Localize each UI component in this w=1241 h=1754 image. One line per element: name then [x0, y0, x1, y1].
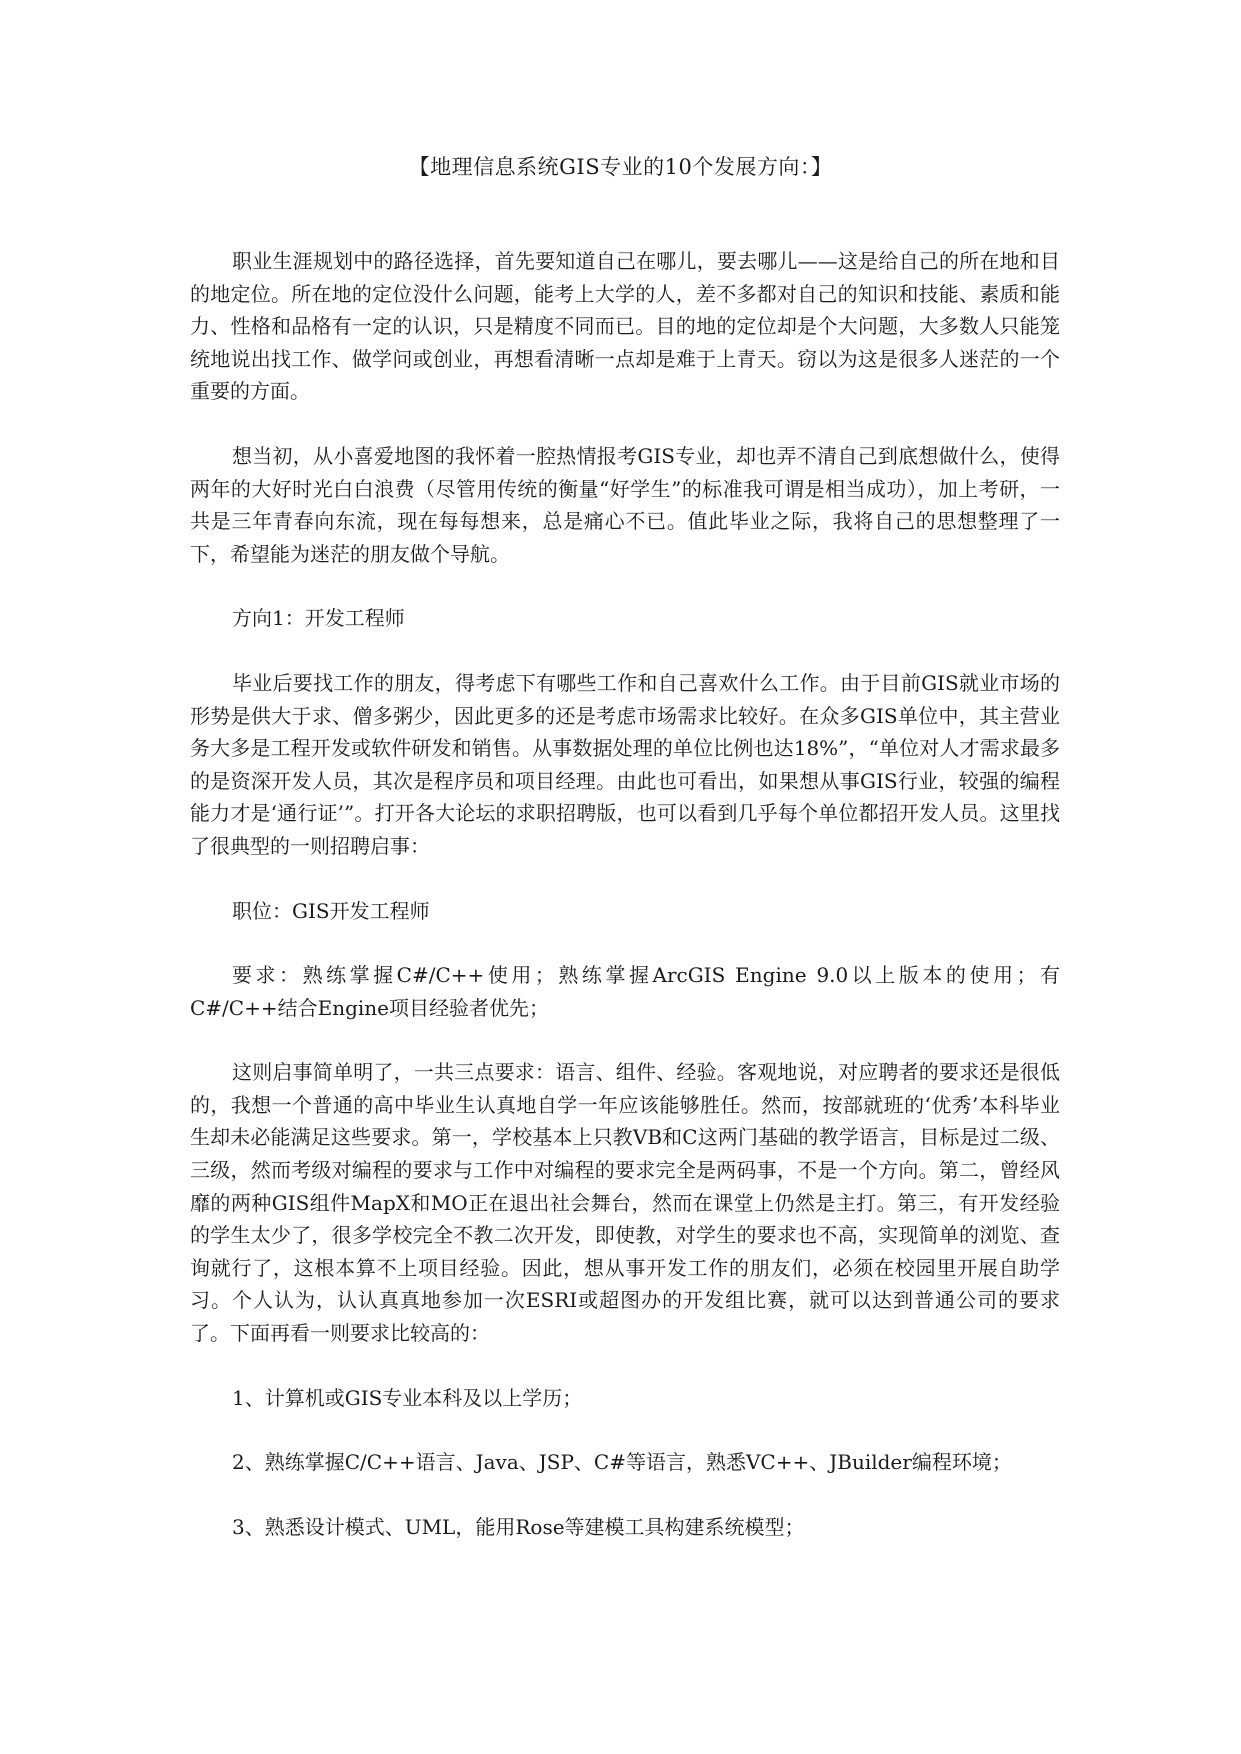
- list-item-degree: 1、计算机或GIS专业本科及以上学历；: [232, 1385, 583, 1410]
- paragraph-job-requirements: 要求：熟练掌握C#/C++使用；熟练掌握ArcGIS Engine 9.0以上版本的使用；有C#/C++结合Engine项目经验者优先；: [190, 963, 1060, 1020]
- document-title: 【地理信息系统GIS专业的10个发展方向：】: [408, 155, 833, 179]
- section-heading-direction-1: 方向1：开发工程师: [232, 606, 405, 631]
- paragraph-job-market: 毕业后要找工作的朋友，得考虑下有哪些工作和自己喜欢什么工作。由于目前GIS就业市场的形势是供大于求、僧多粥少，因此更多的还是考虑市场需求比较好。在众多GIS单位中，其主营业务大多是工程开发或软件研发和销售。从事数据处理的单位比例也达18%”，“单位对人才需求最多的是资深开发人员，其次是程序员和项目经理。由此也可看出，如果想从事GIS行业，较强的编程能力才是‘通行证’”。打开各大论坛的求职招聘版，也可以看到几乎每个单位都招开发人员。这里找了很典型的一则招聘启事：: [190, 670, 1060, 858]
- document-body: [190, 245, 1060, 1575]
- paragraph-job-position: 职位：GIS开发工程师: [232, 898, 430, 923]
- paragraph-personal-story: 想当初，从小喜爱地图的我怀着一腔热情报考GIS专业，却也弄不清自己到底想做什么，使得两年的大好时光白白浪费（尽管用传统的衡量“好学生”的标准我可谓是相当成功），加上考研，一共是三年青春向东流，现在每每想来，总是痛心不已。值此毕业之际，我将自己的思想整理了一下，希望能为迷茫的朋友做个导航。: [190, 443, 1060, 566]
- list-item-languages: 2、熟练掌握C/C++语言、Java、JSP、C#等语言，熟悉VC++、JBuilder编程环境；: [232, 1450, 1012, 1475]
- paragraph-requirements-analysis: 这则启事简单明了，一共三点要求：语言、组件、经验。客观地说，对应聘者的要求还是很低的，我想一个普通的高中毕业生认真地自学一年应该能够胜任。然而，按部就班的‘优秀’本科毕业生却未必能满足这些要求。第一，学校基本上只教VB和C这两门基础的教学语言，目标是过二级、三级，然而考级对编程的要求与工作中对编程的要求完全是两码事，不是一个方向。第二，曾经风靡的两种GIS组件MapX和MO正在退出社会舞台，然而在课堂上仍然是主打。第三，有开发经验的学生太少了，很多学校完全不教二次开发，即使教，对学生的要求也不高，实现简单的浏览、查询就行了，这根本算不上项目经验。因此，想从事开发工作的朋友们，必须在校园里开展自助学习。个人认为，认认真真地参加一次ESRI或超图办的开发组比赛，就可以达到普通公司的要求了。下面再看一则要求比较高的：: [190, 1060, 1060, 1346]
- list-item-design-patterns: 3、熟悉设计模式、UML，能用Rose等建模工具构建系统模型；: [232, 1514, 805, 1539]
- paragraph-career-path: 职业生涯规划中的路径选择，首先要知道自己在哪儿，要去哪儿——这是给自己的所在地和目的地定位。所在地的定位没什么问题，能考上大学的人，差不多都对自己的知识和技能、素质和能力、性格和品格有一定的认识，只是精度不同而已。目的地的定位却是个大问题，大多数人只能笼统地说出找工作、做学问或创业，再想看清晰一点却是难于上青天。窃以为这是很多人迷茫的一个重要的方面。: [190, 249, 1060, 404]
